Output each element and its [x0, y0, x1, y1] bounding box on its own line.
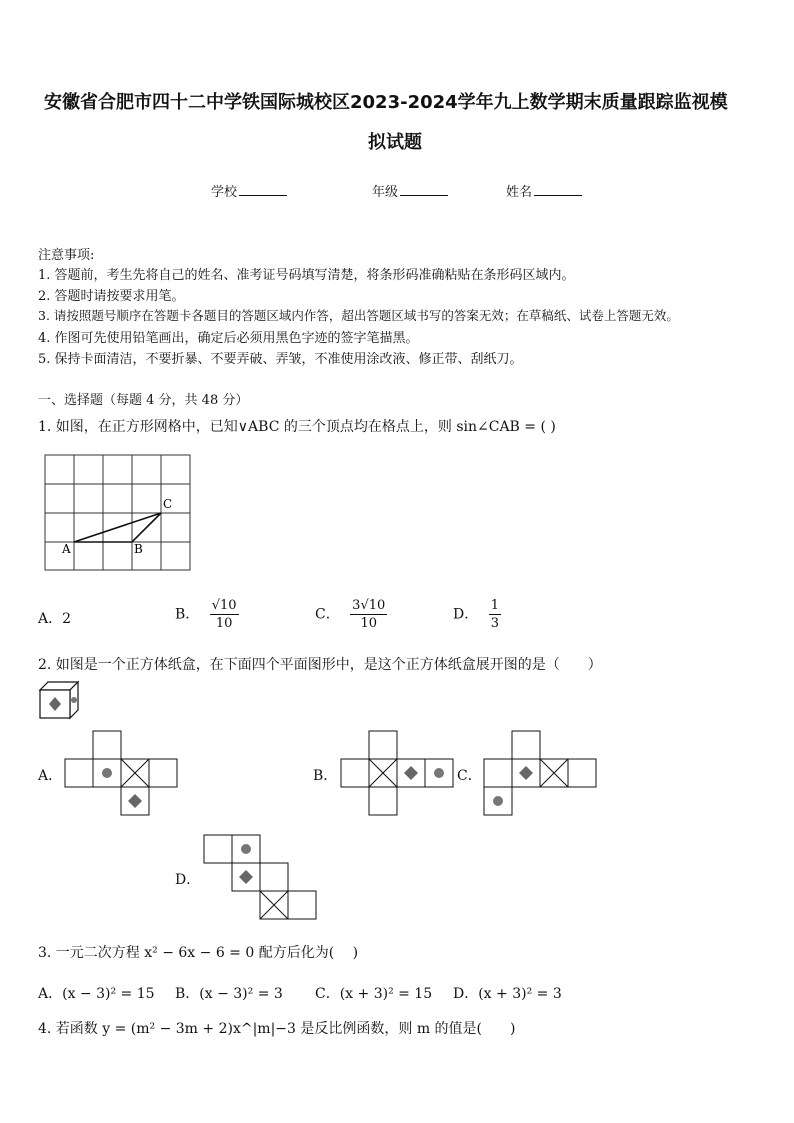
q1-option-d [453, 598, 501, 631]
option-letter: B． [175, 606, 200, 623]
fraction [350, 598, 387, 631]
q2-option-d-letter: D． [175, 872, 201, 888]
page-title-line1: 安徽省合肥市四十二中学铁国际城校区2023-2024学年九上数学期末质量跟踪监视模 [44, 92, 728, 113]
question-1-stem: 1. 如图，在正方形网格中，已知∨ABC 的三个顶点均在格点上，则 sin∠CAB = ( ) [38, 419, 556, 435]
dot-icon [493, 796, 503, 806]
vertex-label-a: A [62, 542, 71, 556]
q2-option-b-letter: B． [313, 768, 338, 784]
diamond-icon [519, 766, 533, 780]
name-blank [534, 183, 582, 196]
q1-grid-figure [40, 450, 200, 575]
numerator: 3√10 [352, 598, 386, 613]
question-4-stem: 4. 若函数 y = (m² − 3m + 2)x^|m|−3 是反比例函数，则 m 的值是( ) [38, 1021, 516, 1037]
page-title-line2: 拟试题 [368, 132, 422, 153]
numerator: 1 [490, 598, 499, 613]
name-field [506, 181, 582, 200]
option-letter: A． [38, 611, 63, 627]
notice-item: 5. 保持卡面清洁，不要折暴、不要弄破、弄皱，不准使用涂改液、修正带、刮纸刀。 [38, 352, 523, 367]
dot-icon [102, 768, 112, 778]
numerator: √10 [211, 598, 237, 613]
option-letter: D． [453, 606, 479, 623]
dot-icon [71, 697, 77, 703]
notice-item: 1. 答题前，考生先将自己的姓名、准考证号码填写清楚，将条形码准确粘贴在条形码区域内。 [38, 268, 575, 283]
q3-option-d: D．(x + 3)² = 3 [453, 986, 562, 1002]
cube-figure [38, 680, 82, 720]
option-letter: C． [315, 606, 340, 623]
diamond-icon [128, 794, 142, 808]
fraction [489, 598, 501, 631]
dot-icon [241, 844, 251, 854]
notice-heading: 注意事项: [38, 248, 95, 263]
section-heading: 一、选择题（每题 4 分，共 48 分） [38, 393, 249, 408]
q3-option-b: B．(x − 3)² = 3 [175, 986, 283, 1002]
fraction [210, 598, 239, 631]
q1-option-a [38, 608, 71, 628]
diamond-icon [239, 870, 253, 884]
grade-field [372, 181, 448, 200]
vertex-label-b: B [134, 542, 143, 556]
q2-net-b [340, 730, 455, 820]
school-label: 学校 [211, 185, 238, 200]
q2-option-c-letter: C． [457, 768, 482, 784]
diamond-icon [404, 766, 418, 780]
vertex-label-c: C [163, 497, 173, 511]
name-label: 姓名 [506, 185, 533, 200]
q2-net-c [483, 730, 598, 820]
option-value: 2 [62, 611, 72, 627]
notice-item: 4. 作图可先使用铅笔画出，确定后必须用黑色字迹的签字笔描黑。 [38, 331, 419, 346]
triangle-abc [74, 513, 161, 542]
q3-option-c: C．(x + 3)² = 15 [315, 986, 433, 1002]
q3-option-a: A．(x − 3)² = 15 [38, 986, 155, 1002]
denominator: 10 [215, 616, 233, 631]
notice-item: 3. 请按照题号顺序在答题卡各题目的答题区域内作答，超出答题区域书写的答案无效；在草稿纸、试卷上答题无效。 [38, 308, 679, 323]
school-field [211, 181, 287, 200]
question-2-stem: 2. 如图是一个正方体纸盒，在下面四个平面图形中，是这个正方体纸盒展开图的是（ ） [38, 657, 602, 673]
grade-blank [400, 183, 448, 196]
denominator: 10 [360, 616, 377, 631]
q2-option-a-letter: A． [38, 768, 63, 784]
school-blank [239, 183, 287, 196]
denominator: 3 [490, 616, 499, 631]
question-3-stem: 3. 一元二次方程 x² − 6x − 6 = 0 配方后化为( ) [38, 945, 359, 961]
q1-option-b [175, 598, 239, 631]
notice-item: 2. 答题时请按要求用笔。 [38, 289, 185, 304]
dot-icon [434, 768, 444, 778]
q1-option-c [315, 598, 387, 631]
grade-label: 年级 [372, 185, 399, 200]
q2-net-d [203, 834, 318, 924]
q2-net-a [64, 730, 179, 820]
